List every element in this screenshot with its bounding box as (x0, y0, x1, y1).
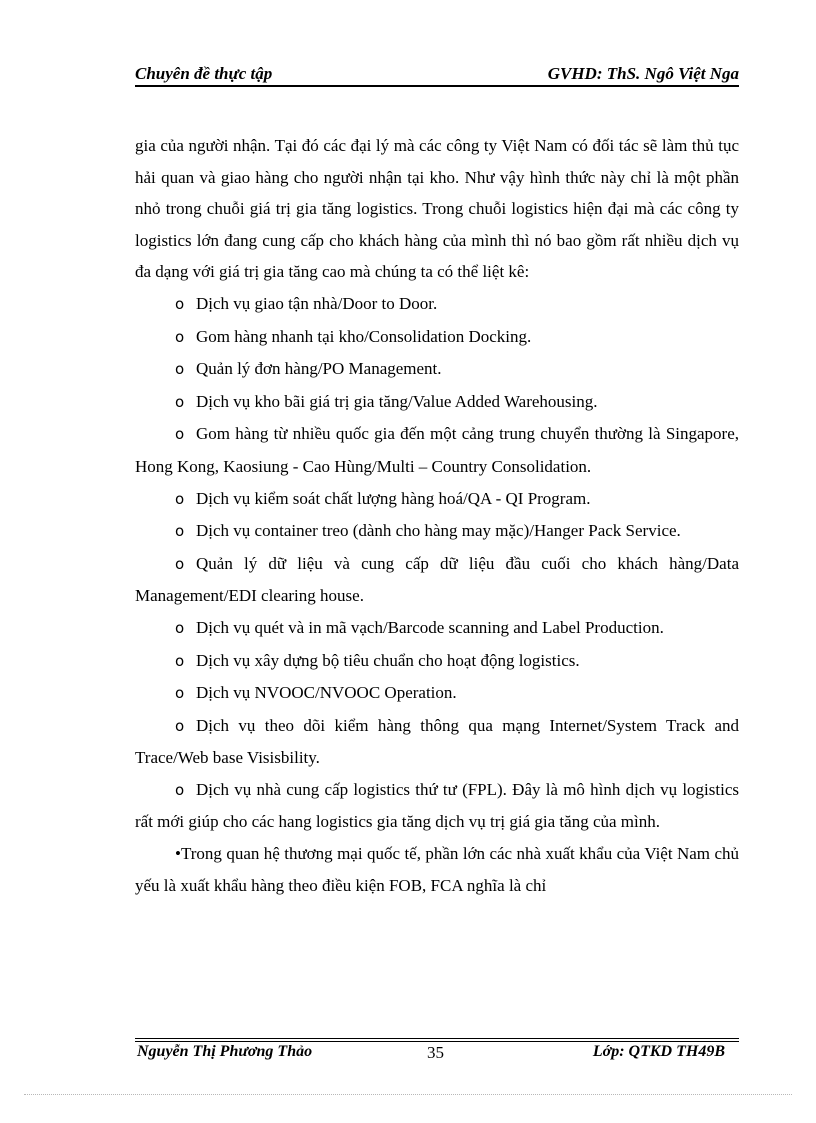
list-item (135, 483, 739, 516)
list-item (135, 774, 739, 838)
header-rule (135, 85, 739, 87)
header-left-title: Chuyên đề thực tập (135, 64, 273, 83)
list-item (135, 612, 739, 645)
list-item-text: Quản lý dữ liệu và cung cấp dữ liệu đầu cuối cho khách hàng/Data Management/EDI clearing house. (135, 553, 739, 606)
closing-text: Trong quan hệ thương mại quốc tế, phần lớn các nhà xuất khẩu của Việt Nam chủ yếu là xuất khẩu hàng theo điều kiện FOB, FCA nghĩa là chỉ (135, 844, 739, 895)
header-supervisor: GVHD: ThS. Ngô Việt Nga (547, 64, 739, 83)
circle-bullet-icon: o (175, 618, 185, 637)
list-item-text: Gom hàng nhanh tại kho/Consolidation Docking. (196, 326, 532, 346)
list-item-text: Quản lý đơn hàng/PO Management. (196, 359, 442, 379)
list-item (135, 548, 739, 612)
circle-bullet-icon: o (175, 716, 185, 735)
closing-paragraph (135, 838, 739, 901)
circle-bullet-icon: o (175, 651, 185, 670)
list-item (135, 515, 739, 548)
circle-bullet-icon: o (175, 554, 185, 573)
circle-bullet-icon: o (175, 522, 185, 541)
intro-paragraph: gia của người nhận. Tại đó các đại lý mà các công ty Việt Nam có đối tác sẽ làm thủ tục hải quan và giao hàng cho người nhận tại kho. Như vậy hình thức này chỉ là một phần nhỏ trong chuỗi giá trị gia tăng logistics. Trong chuỗi logistics hiện đại mà các công ty logistics lớn đang cung cấp cho khách hàng của mình thì nó bao gồm rất nhiều dịch vụ đa dạng với giá trị gia tăng cao mà chúng ta có thể liệt kê: (135, 136, 739, 282)
page-footer (135, 1043, 739, 1065)
list-item-text: Dịch vụ container treo (dành cho hàng may mặc)/Hanger Pack Service. (196, 521, 681, 541)
circle-bullet-icon: o (175, 392, 185, 411)
list-item (135, 288, 739, 321)
footer-class: Lớp: QTKD TH49B (592, 1043, 725, 1060)
list-item (135, 353, 739, 386)
circle-bullet-icon: o (175, 489, 185, 508)
page-header (135, 60, 739, 84)
list-item-text: Gom hàng từ nhiều quốc gia đến một cảng trung chuyển thường là Singapore, Hong Kong, Kaosiung - Cao Hùng/Multi – Country Consolidation. (135, 424, 739, 476)
body-text (135, 130, 739, 901)
circle-bullet-icon: o (175, 327, 185, 346)
circle-bullet-icon: o (175, 684, 185, 703)
circle-bullet-icon: o (175, 425, 185, 444)
list-item-text: Dịch vụ xây dựng bộ tiêu chuẩn cho hoạt động logistics. (196, 650, 580, 670)
list-item-text: Dịch vụ kiểm soát chất lượng hàng hoá/QA - QI Program. (196, 488, 591, 508)
list-item-text: Dịch vụ NVOOC/NVOOC Operation. (196, 683, 457, 703)
dot-bullet-icon: • (175, 844, 181, 864)
list-item-text: Dịch vụ giao tận nhà/Door to Door. (196, 293, 438, 313)
list-item (135, 677, 739, 710)
footer-author: Nguyễn Thị Phương Thảo (137, 1043, 313, 1060)
page-bottom-divider (24, 1094, 792, 1095)
circle-bullet-icon: o (175, 360, 185, 379)
circle-bullet-icon: o (175, 780, 185, 799)
list-item (135, 418, 739, 482)
page-number: 35 (427, 1043, 444, 1062)
circle-bullet-icon: o (175, 294, 185, 313)
list-item-text: Dịch vụ quét và in mã vạch/Barcode scanning and Label Production. (196, 617, 664, 637)
list-item (135, 386, 739, 419)
list-item-text: Dịch vụ theo dõi kiểm hàng thông qua mạng Internet/System Track and Trace/Web base Visisbility. (135, 715, 739, 768)
list-item (135, 710, 739, 774)
list-item-text: Dịch vụ nhà cung cấp logistics thứ tư (FPL). Đây là mô hình dịch vụ logistics rất mới giúp cho các hang logistics gia tăng dịch vụ trị giá gia tăng của mình. (135, 779, 739, 832)
footer-rule-thin (135, 1041, 739, 1042)
list-item (135, 645, 739, 678)
list-item-text: Dịch vụ kho bãi giá trị gia tăng/Value Added Warehousing. (196, 391, 598, 411)
footer-rule (135, 1038, 739, 1039)
list-item (135, 321, 739, 354)
